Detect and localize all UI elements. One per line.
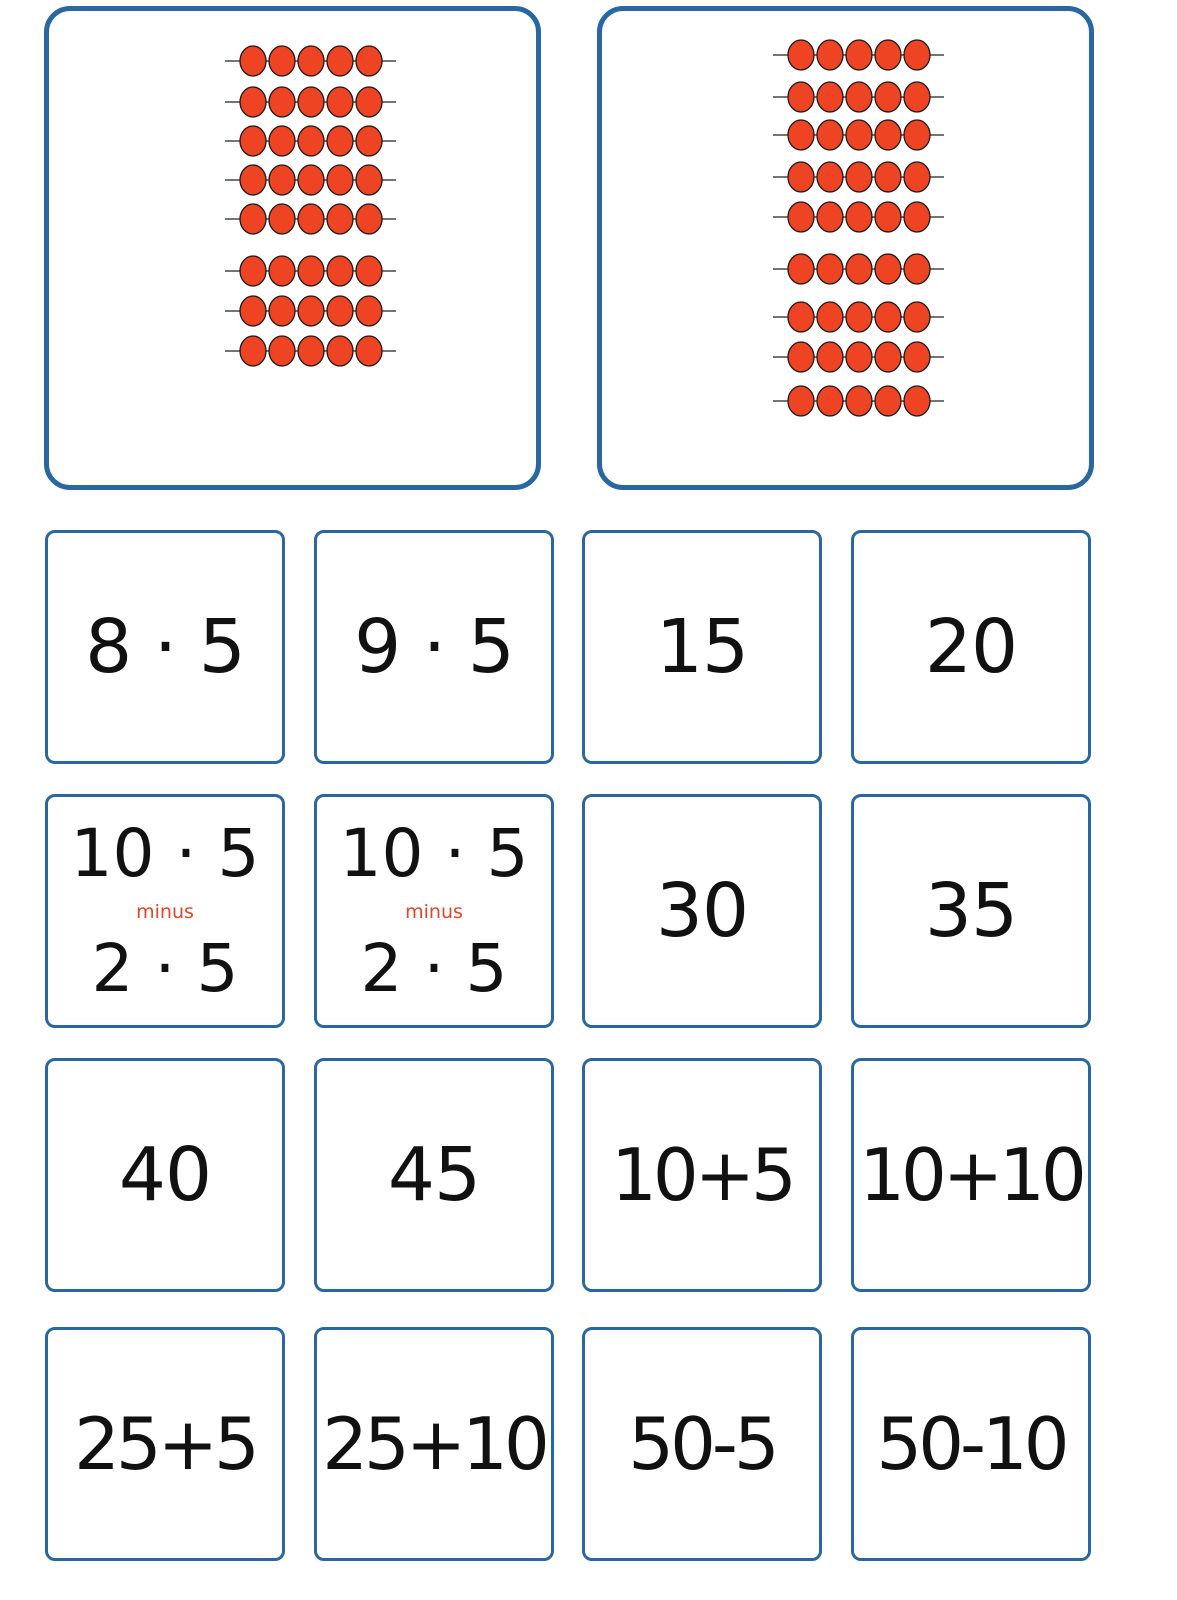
card-10-plus-10[interactable] (851, 1058, 1091, 1292)
bead (240, 87, 266, 117)
bead-bar (225, 296, 396, 326)
card-text: 15 (655, 604, 749, 690)
bead-bars-illustration (602, 11, 1089, 485)
bead (269, 336, 295, 366)
bead (298, 336, 324, 366)
bead (240, 256, 266, 286)
card-text: 50-5 (628, 1402, 776, 1486)
bead (846, 82, 872, 112)
bead (788, 386, 814, 416)
bead-bar (225, 87, 396, 117)
card-40[interactable] (45, 1058, 285, 1292)
bead (356, 336, 382, 366)
bead (240, 46, 266, 76)
bead (356, 256, 382, 286)
bead (240, 126, 266, 156)
bead (817, 342, 843, 372)
bead (788, 202, 814, 232)
bead (875, 162, 901, 192)
card-text: 25+10 (322, 1402, 546, 1486)
bead-bar (225, 256, 396, 286)
bead-bar (225, 204, 396, 234)
bead (817, 386, 843, 416)
bead (817, 82, 843, 112)
bead (846, 342, 872, 372)
bead (788, 302, 814, 332)
bead (356, 204, 382, 234)
bead (846, 120, 872, 150)
bead-bar (225, 46, 396, 76)
bead (846, 202, 872, 232)
bead (875, 40, 901, 70)
bead (904, 342, 930, 372)
bead (240, 296, 266, 326)
bead (904, 302, 930, 332)
bead (904, 162, 930, 192)
bead (298, 204, 324, 234)
card-text: 45 (387, 1132, 481, 1218)
bead (298, 87, 324, 117)
bead (904, 120, 930, 150)
bead (269, 256, 295, 286)
bead-bar (773, 342, 944, 372)
bead (904, 254, 930, 284)
bead (269, 296, 295, 326)
bead-bar (773, 40, 944, 70)
bead (875, 342, 901, 372)
card-text: 25+5 (74, 1402, 256, 1486)
bead (327, 165, 353, 195)
bead (875, 82, 901, 112)
bead (846, 254, 872, 284)
bead (788, 120, 814, 150)
card-text-minus: minus (405, 900, 463, 923)
card-text: 40 (118, 1132, 212, 1218)
bead (298, 296, 324, 326)
card-text-top: 10 · 5 (70, 814, 260, 892)
bead-card-8-rows (44, 6, 541, 490)
bead (327, 87, 353, 117)
bead (240, 336, 266, 366)
bead (846, 162, 872, 192)
bead (356, 296, 382, 326)
bead-bar (773, 120, 944, 150)
bead (788, 254, 814, 284)
bead (817, 302, 843, 332)
card-10-plus-5[interactable] (582, 1058, 822, 1292)
card-text-top: 10 · 5 (339, 814, 529, 892)
bead-bar (225, 126, 396, 156)
bead (240, 204, 266, 234)
card-text-bottom: 2 · 5 (91, 929, 239, 1007)
card-text: 50-10 (876, 1402, 1066, 1486)
bead (875, 302, 901, 332)
bead (875, 202, 901, 232)
card-text: 35 (924, 868, 1018, 954)
card-10x5-minus-2x5[interactable] (314, 794, 554, 1028)
bead (356, 87, 382, 117)
bead (904, 40, 930, 70)
card-25-plus-10[interactable] (314, 1327, 554, 1561)
bead (327, 204, 353, 234)
bead (327, 46, 353, 76)
bead (788, 162, 814, 192)
card-text-minus: minus (136, 900, 194, 923)
bead-card-9-rows (597, 6, 1094, 490)
bead (269, 165, 295, 195)
bead (904, 202, 930, 232)
bead-bars-illustration (49, 11, 536, 485)
bead (846, 386, 872, 416)
bead-bar (773, 82, 944, 112)
bead (817, 40, 843, 70)
bead (269, 87, 295, 117)
card-30[interactable] (582, 794, 822, 1028)
bead-bar (773, 254, 944, 284)
bead (904, 82, 930, 112)
bead (298, 165, 324, 195)
bead (298, 256, 324, 286)
bead (327, 126, 353, 156)
card-45[interactable] (314, 1058, 554, 1292)
bead (298, 126, 324, 156)
card-text: 20 (924, 604, 1018, 690)
bead (788, 82, 814, 112)
bead (269, 126, 295, 156)
bead-bar (773, 162, 944, 192)
bead-bar (773, 386, 944, 416)
bead (788, 40, 814, 70)
bead (846, 40, 872, 70)
bead-bar (225, 336, 396, 366)
bead (846, 302, 872, 332)
bead-bar (773, 202, 944, 232)
card-9-times-5[interactable] (314, 530, 554, 764)
bead (817, 162, 843, 192)
card-15[interactable] (582, 530, 822, 764)
bead (817, 202, 843, 232)
bead (875, 120, 901, 150)
card-25-plus-5[interactable] (45, 1327, 285, 1561)
card-50-minus-10[interactable] (851, 1327, 1091, 1561)
card-text: 10+5 (611, 1133, 793, 1217)
bead (356, 165, 382, 195)
bead (817, 254, 843, 284)
card-35[interactable] (851, 794, 1091, 1028)
bead (875, 386, 901, 416)
bead (327, 296, 353, 326)
bead (904, 386, 930, 416)
bead (875, 254, 901, 284)
bead-bar (773, 302, 944, 332)
card-20[interactable] (851, 530, 1091, 764)
bead (269, 204, 295, 234)
bead (298, 46, 324, 76)
card-text: 8 · 5 (85, 604, 245, 690)
bead-bar (225, 165, 396, 195)
bead (240, 165, 266, 195)
bead (788, 342, 814, 372)
bead (269, 46, 295, 76)
card-text: 9 · 5 (354, 604, 514, 690)
card-text: 10+10 (859, 1133, 1083, 1217)
bead (327, 256, 353, 286)
card-8-times-5[interactable] (45, 530, 285, 764)
card-10x5-minus-2x5[interactable] (45, 794, 285, 1028)
card-50-minus-5[interactable] (582, 1327, 822, 1561)
bead (356, 46, 382, 76)
card-text: 30 (655, 868, 749, 954)
bead (327, 336, 353, 366)
bead (817, 120, 843, 150)
card-text-bottom: 2 · 5 (360, 929, 508, 1007)
bead (356, 126, 382, 156)
